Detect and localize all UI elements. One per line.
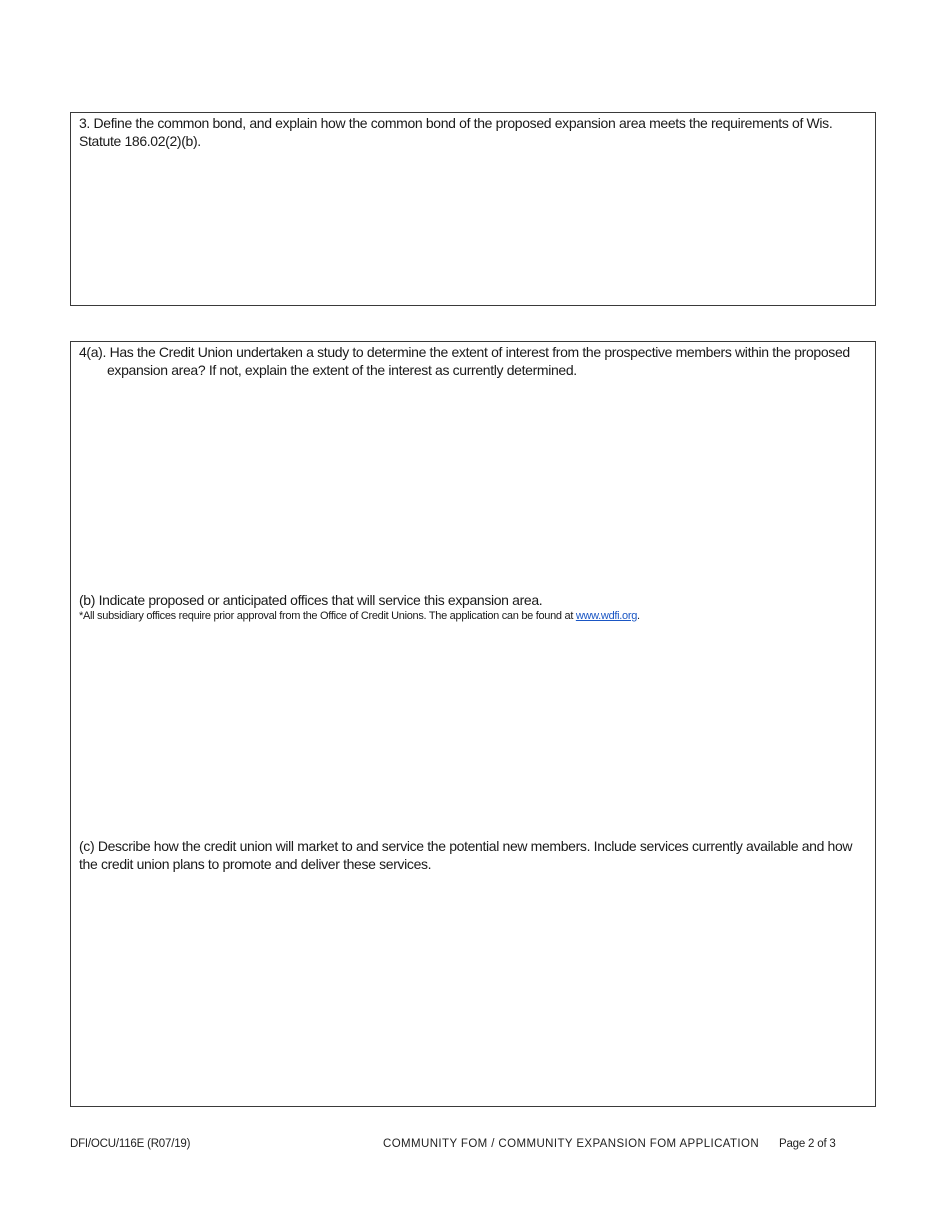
footer-title: COMMUNITY FOM / COMMUNITY EXPANSION FOM APPLICATION — [383, 1138, 760, 1150]
footer-form-id: DFI/OCU/116E (R07/19) — [70, 1138, 191, 1150]
question-3-box[interactable] — [70, 112, 876, 306]
question-4c-text: (c) Describe how the credit union will market to and service the potential new members. Include services currently available and how the credit union plans to promote and deliver these services. — [79, 838, 853, 872]
question-3-text: 3. Define the common bond, and explain how the common bond of the proposed expansion area meets the requirements of Wis. Statute 186.02(2)(b). — [79, 115, 833, 149]
footer-page-number: Page 2 of 3 — [779, 1138, 836, 1150]
question-4b-note-text: *All subsidiary offices require prior approval from the Office of Credit Unions. The application can be found at — [79, 610, 576, 622]
question-4-box[interactable] — [70, 341, 876, 1107]
question-4a-text: 4(a). Has the Credit Union undertaken a study to determine the extent of interest from the prospective members within the proposed expansion area? If not, explain the extent of the interest as currently determined. — [79, 344, 850, 378]
question-4b-note-end: . — [637, 610, 640, 622]
wdfi-link[interactable]: www.wdfi.org — [575, 610, 638, 622]
question-4b-text: (b) Indicate proposed or anticipated offices that will service this expansion area. — [79, 592, 543, 608]
question-4b-note — [79, 609, 861, 623]
